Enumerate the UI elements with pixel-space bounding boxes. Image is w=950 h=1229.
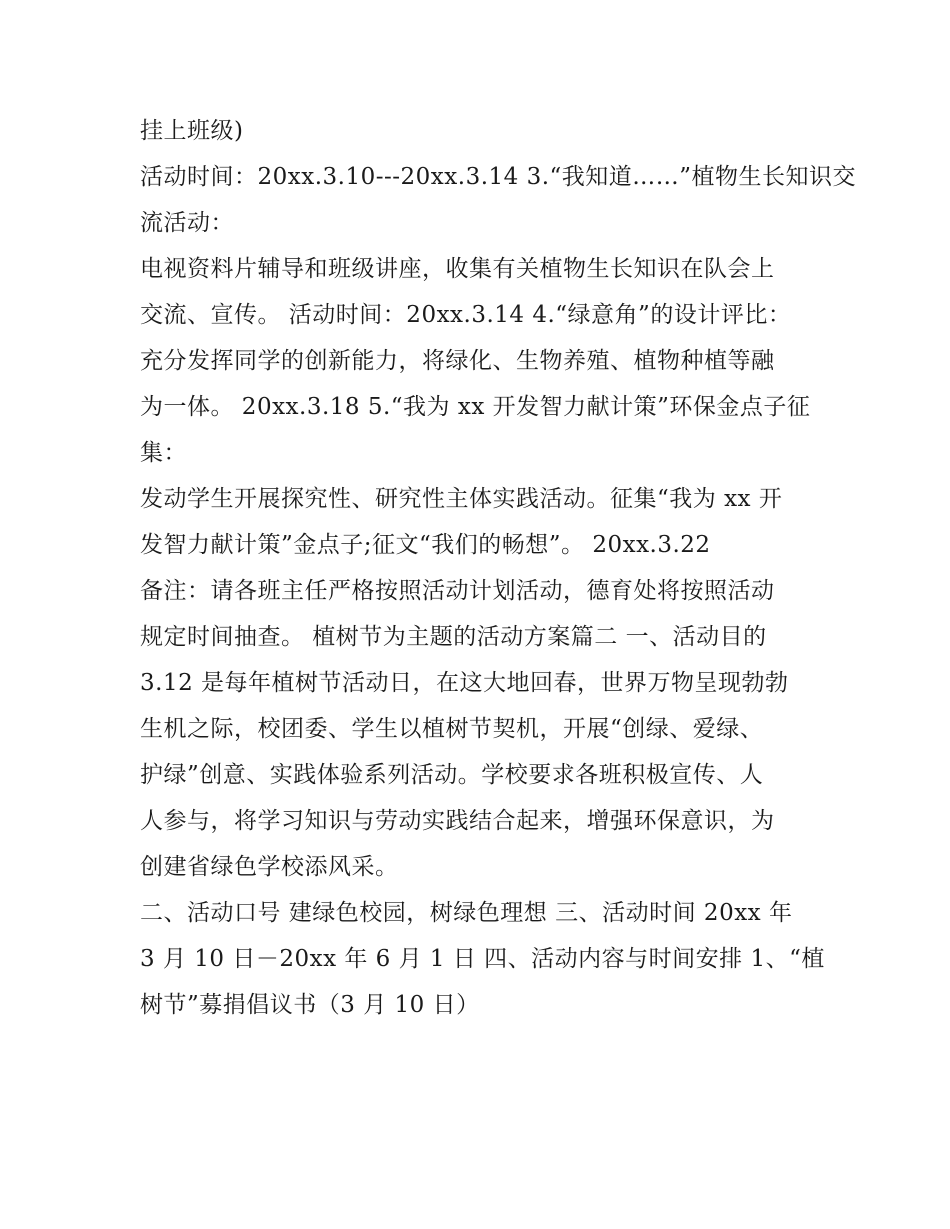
text-line: 电视资料片辅导和班级讲座，收集有关植物生长知识在队会上	[140, 256, 775, 282]
text-line: 交流、宣传。 活动时间：20xx.3.14 4.“绿意角”的设计评比：	[140, 302, 792, 328]
text-line: 流活动：	[140, 210, 234, 236]
text-line: 规定时间抽查。 植树节为主题的活动方案篇二 一、活动目的	[140, 624, 767, 650]
text-line: 集：	[140, 440, 187, 466]
text-line: 3 月 10 日－20xx 年 6 月 1 日 四、活动内容与时间安排 1、“植	[140, 946, 825, 972]
document-body	[140, 108, 857, 1028]
text-line: 二、活动口号 建绿色校园，树绿色理想 三、活动时间 20xx 年	[140, 900, 793, 926]
text-line: 备注：请各班主任严格按照活动计划活动，德育处将按照活动	[140, 578, 775, 604]
text-line: 为一体。 20xx.3.18 5.“我为 xx 开发智力献计策”环保金点子征	[140, 394, 811, 420]
text-line: 创建省绿色学校添风采。	[140, 854, 399, 880]
text-line: 护绿”创意、实践体验系列活动。学校要求各班积极宣传、人	[140, 762, 764, 788]
text-line: 生机之际，校团委、学生以植树节契机，开展“创绿、爱绿、	[140, 716, 764, 742]
text-line: 发智力献计策”金点子;征文“我们的畅想”。 20xx.3.22	[140, 532, 711, 558]
text-line: 3.12 是每年植树节活动日，在这大地回春，世界万物呈现勃勃	[140, 670, 789, 696]
text-line: 树节”募捐倡议书（3 月 10 日）	[140, 992, 480, 1018]
text-line: 人参与，将学习知识与劳动实践结合起来，增强环保意识，为	[140, 808, 775, 834]
text-line: 充分发挥同学的创新能力，将绿化、生物养殖、植物种植等融	[140, 348, 775, 374]
text-line: 活动时间：20xx.3.10---20xx.3.14 3.“我知道……”植物生长知识交	[140, 164, 857, 190]
text-line: 发动学生开展探究性、研究性主体实践活动。征集“我为 xx 开	[140, 486, 783, 512]
text-line: 挂上班级)	[140, 118, 244, 144]
